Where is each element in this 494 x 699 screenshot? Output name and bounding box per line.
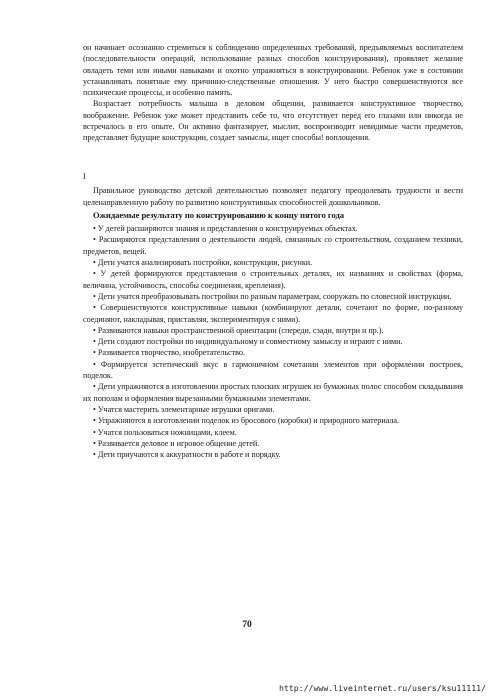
list-item: • У детей формируются представления о строительных деталях, их названиях и свойствах (форма, величина, устойчивость, способы соединения, крепления). (83, 269, 463, 290)
expected-results-list (83, 223, 463, 460)
list-item: • Развивается деловое и игровое общение детей. (93, 438, 260, 448)
page-number: 70 (242, 620, 252, 630)
list-item: • У детей расширяются знания и представления о конструируемых объектах. (93, 224, 358, 234)
list-item: • Дети учатся преобразовывать постройки по разным параметрам, сооружать по словесной инструкции. (93, 291, 452, 301)
watermark-link[interactable]: http://www.liveinternet.ru/users/ksu11111/ (278, 683, 486, 693)
intro-paragraph-2: Возрастает потребность малыша в деловом общении, развивается конструктивное творчество, воображение. Ребенок уже может представить себе то, что отсутствует перед его глазами или никогда не встречалось в его опыте. Он активно фантазирует, мыслит, воспроизводит невидимые части предметов, представляет будущие конструкции, создает замыслы, ищет способы! воплощения. (83, 99, 463, 143)
list-item: • Дети учатся анализировать постройки, конструкции, рисунки. (93, 258, 313, 268)
intro-paragraph-1: он начинает осознанно стремиться к соблюдению определенных требований, предъявляемых воспитателем (последовательности операций, использование разных способов конструирования), проявляет желание овладеть теми или иными навыками и охотно упражняться в конструировании. Ребенок уже в состоянии устанавливать понятные ему причинно-следственные отношения. У него быстро совершенствуются все психические процессы, и особенно память. (83, 43, 463, 98)
list-item: • Расширяются представления о деятельности людей, связанных со строительством, созданием техники, предметов, вещей. (83, 235, 463, 256)
list-item: • Учатся пользоваться ножницами, клеем. (93, 427, 237, 437)
list-item: • Формируется эстетический вкус в гармоничном сочетании элементов при оформлении построек, поделок. (83, 359, 463, 381)
list-item: • Совершенствуются конструктивные навыки (комбинируют детали, сочетают по форме, по-разному соединяют, накладывая, приставляя, экспериментируя с ними). (83, 303, 463, 324)
results-section (83, 171, 463, 460)
list-item: • Учатся мастерить элементарные игрушки оригами. (93, 404, 275, 414)
intro-section (83, 42, 463, 144)
roman-marker: I (83, 172, 86, 181)
list-item: • Развивается творчество, изобретательство. (93, 348, 245, 358)
list-item: • Развиваются навыки пространственной ориентации (спереди, сзади, внутри и пр.). (93, 325, 384, 335)
guidance-paragraph: Правильное руководство детской деятельностью позволяет педагогу преодолевать трудности и вести целенаправленную работу по развитию конструктивных способностей дошкольников. (83, 186, 463, 207)
list-item: • Дети приучаются к аккуратности в работе и порядку. (93, 450, 281, 460)
list-item: • Дети упражняются в изготовлении простых плоских игрушек из бумажных полос способом складывания их пополам и оформления вырезанными бумажными элементами. (83, 382, 463, 403)
section-heading: Ожидаемые результату по конструированию к концу пятого года (93, 209, 345, 220)
list-item: • Упражняются в изготовлении поделок из бросового (коробки) и природного материала. (93, 416, 399, 426)
list-item: • Дети создают постройки по индивидуальному и совместному замыслу и играют с ними. (93, 337, 403, 347)
